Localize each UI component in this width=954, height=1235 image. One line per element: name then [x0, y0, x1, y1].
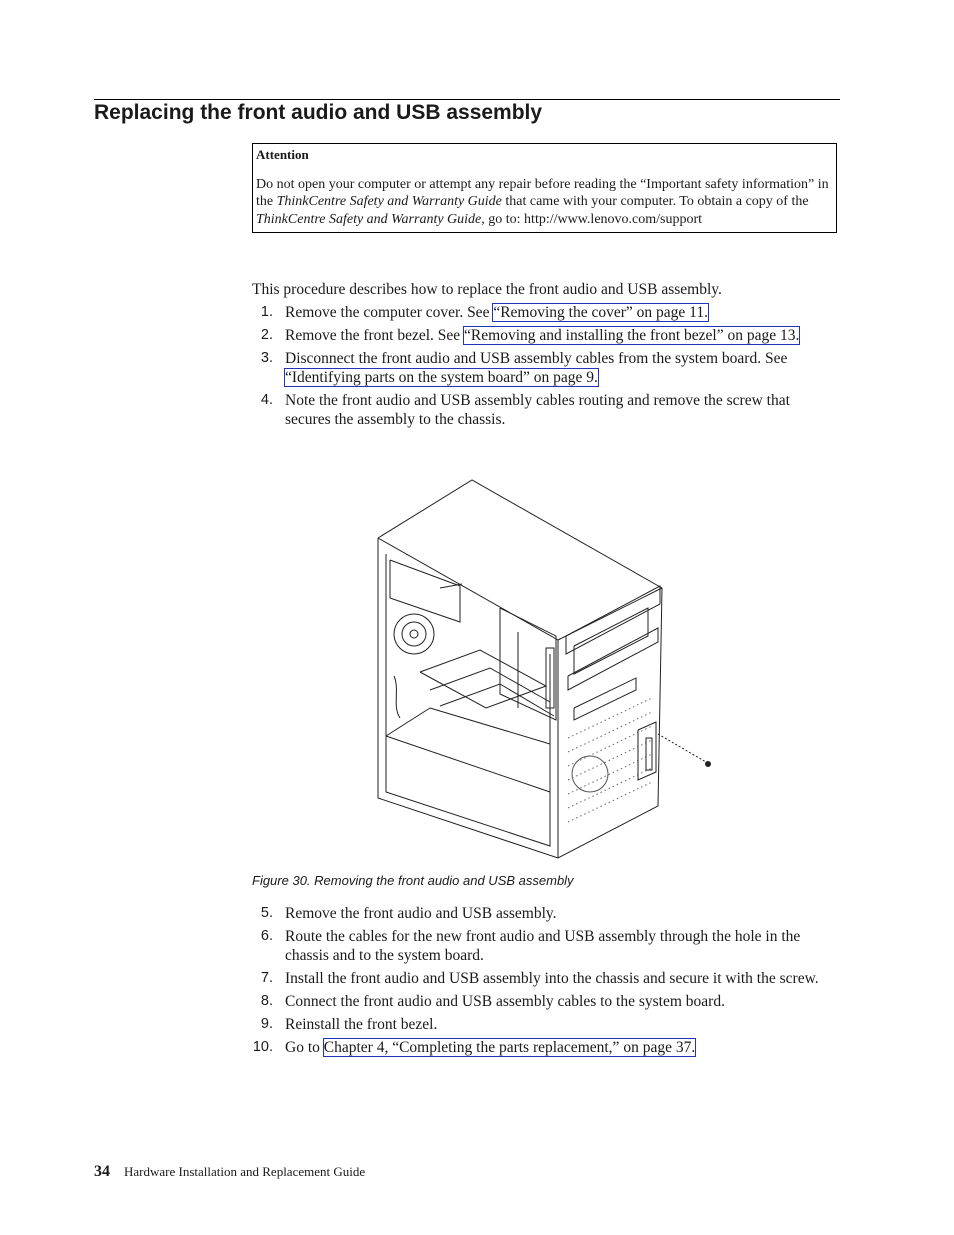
- step-text: Route the cables for the new front audio and USB assembly through the hole in the chassis and to the system board.: [285, 928, 801, 964]
- step-number: 3.: [260, 350, 273, 366]
- xref-link-system-board[interactable]: “Identifying parts on the system board” on page 9.: [285, 369, 598, 386]
- list-item: [252, 303, 832, 322]
- list-item: [252, 992, 832, 1011]
- xref-link-removing-cover[interactable]: “Removing the cover” on page 11.: [493, 304, 708, 321]
- attention-text-1: Do not open your computer or attempt any repair before reading the “Important safety information” in the: [256, 176, 829, 209]
- attention-text-2: that came with your computer. To obtain a copy of the: [501, 194, 809, 209]
- step-text: Note the front audio and USB assembly cables routing and remove the screw that secures the assembly to the chassis.: [285, 392, 790, 428]
- intro-paragraph: This procedure describes how to replace the front audio and USB assembly.: [252, 281, 722, 298]
- step-text: Go to: [285, 1039, 324, 1056]
- attention-guide-2: ThinkCentre Safety and Warranty Guide: [256, 211, 482, 227]
- step-number: 2.: [260, 327, 273, 343]
- step-text: Remove the front audio and USB assembly.: [285, 905, 557, 922]
- attention-text-3: , go to: http://www.lenovo.com/support: [481, 211, 703, 227]
- step-number: 8.: [260, 993, 273, 1009]
- step-text: Remove the front bezel. See: [285, 327, 465, 344]
- chassis-illustration: [370, 476, 720, 861]
- attention-guide-1: ThinkCentre Safety and Warranty Guide: [276, 194, 502, 209]
- figure-caption: Figure 30. Removing the front audio and USB assembly: [252, 873, 574, 888]
- footer-title: Hardware Installation and Replacement Guide: [124, 1164, 366, 1179]
- step-text: Connect the front audio and USB assembly cables to the system board.: [285, 993, 725, 1010]
- attention-title: Attention: [256, 147, 309, 162]
- list-item: [252, 1038, 832, 1057]
- xref-link-front-bezel[interactable]: “Removing and installing the front bezel” on page 13.: [464, 327, 800, 344]
- attention-box: [252, 143, 837, 233]
- step-text: Reinstall the front bezel.: [285, 1016, 438, 1033]
- list-item: [252, 927, 832, 965]
- page-footer: [94, 1163, 365, 1181]
- steps-list-after: [252, 904, 832, 1061]
- list-item: [252, 326, 832, 345]
- step-text: Install the front audio and USB assembly into the chassis and secure it with the screw.: [285, 970, 819, 987]
- list-item: [252, 349, 832, 387]
- xref-link-chapter-4[interactable]: Chapter 4, “Completing the parts replacement,” on page 37.: [323, 1039, 696, 1056]
- page-number: 34: [94, 1163, 110, 1180]
- step-number: 1.: [260, 304, 273, 320]
- list-item: [252, 391, 832, 429]
- step-text: Disconnect the front audio and USB assembly cables from the system board. See: [285, 350, 788, 367]
- step-text: Remove the computer cover. See: [285, 304, 494, 321]
- step-number: 10.: [252, 1039, 273, 1055]
- step-number: 9.: [260, 1016, 273, 1032]
- steps-list-before: [252, 303, 832, 433]
- page-heading: Replacing the front audio and USB assembly: [94, 101, 543, 124]
- step-number: 5.: [260, 905, 273, 921]
- attention-body: [256, 176, 830, 229]
- list-item: [252, 904, 832, 923]
- list-item: [252, 969, 832, 988]
- step-number: 7.: [260, 970, 273, 986]
- step-number: 6.: [260, 928, 273, 944]
- heading-rule: [94, 99, 840, 100]
- step-number: 4.: [260, 392, 273, 408]
- list-item: [252, 1015, 832, 1034]
